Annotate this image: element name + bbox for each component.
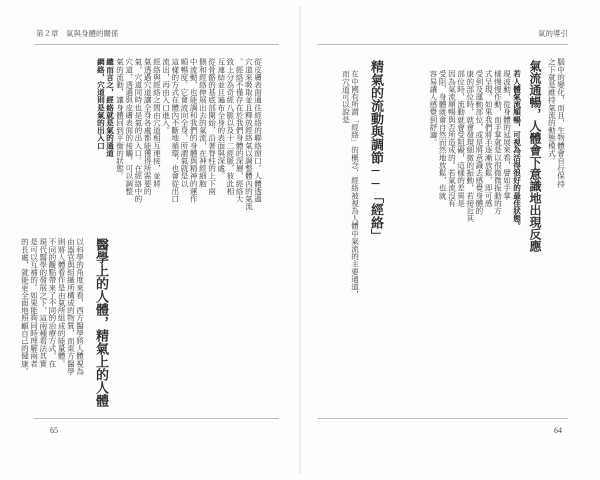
body-column: 因為氣流順暢與否所造成的。若氣流沒有: [447, 70, 457, 207]
left-header-rule: [34, 44, 279, 45]
body-column: 互連結並且遍布全身的表面與深處。: [216, 58, 226, 180]
right-heading-2-sub-close: 」: [368, 229, 383, 242]
right-heading-2-dash: ──: [368, 164, 383, 190]
body-column: 而穴道可以說是: [341, 70, 351, 124]
body-column: 氣透過穴道讓全身各處都能獲得所需要的: [143, 58, 153, 195]
body-column: 穴道，透過與皮膚表面的接觸，可以調整: [124, 58, 134, 195]
body-column: 順暢度。它會流向全身，所謂氣就是以: [179, 58, 189, 188]
body-column: 從皮膚表面通往經絡的聯絡窗口。人體透過: [253, 58, 263, 203]
body-column: 氣的流動，讓身體回到平衡的狀態。: [115, 58, 125, 180]
right-heading-2-sub-text: 經絡: [368, 203, 383, 229]
body-column: 的長處，就能更全面地照顧自己的健康。: [20, 238, 30, 375]
bold-column: 網絡，穴道則是氣的出入口: [96, 58, 106, 150]
body-column: 受阻，身體就會自然而然地放鬆，也就: [438, 70, 448, 200]
right-heading-2-sub: 「: [368, 190, 383, 203]
body-column: 以科學的角度來看，西方醫學將人體視為: [75, 238, 85, 375]
body-column: 致上分為奇經八脈以及十二經脈，彼此相: [225, 58, 235, 195]
right-page-number: 64: [554, 426, 562, 435]
body-column: 式呈現。如果我們將手逐漸放鬆，即可感: [484, 70, 494, 207]
body-column: 流出，再由入口進入。: [161, 58, 171, 134]
body-column: 這樣的方式在體內不斷地循環，也會從出口: [170, 58, 180, 203]
left-running-head: 第２章 氣與身體的關係: [36, 29, 119, 38]
body-column: 在中國有所謂「經絡」的概念，經絡被視為人體中氣流的主要通道，: [350, 70, 360, 298]
body-column: 穴道來吸取並且釋放經絡氣以調整體內的氣流: [244, 58, 254, 210]
right-heading-2-main: 精氣的流動與調節: [368, 60, 383, 164]
body-column: 經絡與經絡之間由穴道相互連接，並將: [152, 58, 162, 188]
body-column: 容易讓人感覺到舒適。: [428, 70, 438, 146]
body-column: 側和經絡伸展出去的氣流，在神經細胞: [198, 58, 208, 188]
body-column: 現波動，從身體的延展來看，譬如手掌: [502, 70, 512, 200]
body-column: 。經絡不僅存在於我們身體的深層，經絡大: [235, 58, 245, 203]
left-footer-rule: [34, 418, 279, 419]
body-column: 康的部位時，就會發現細微的振動，若接近其: [465, 70, 475, 222]
body-column: 則將人體看作是由氣所組成的能量體。: [57, 238, 67, 368]
body-column: 之下就是維持氣流的動態模式。: [547, 58, 557, 165]
body-column: 部位時，流動就會受阻礙，這樣的差異是: [456, 70, 466, 207]
right-header-rule: [317, 44, 568, 45]
bold-column: 若人體氣流順暢，可視為活得很好的最佳狀態。: [512, 70, 522, 230]
right-heading-1: 氣流通暢，人體會下意識地出現反應: [528, 60, 542, 252]
body-column: 受到及運動部位，或是將意識去感覺身體的: [474, 70, 484, 215]
body-column: 中流動，也能調和我們的身體與精神的運作: [189, 58, 199, 203]
body-column: 由器官與組織所構成的物質，而東方醫學: [66, 238, 76, 375]
book-spread: [6, 6, 594, 474]
right-footer-rule: [317, 418, 568, 419]
right-running-head: 氣的導引: [538, 29, 568, 38]
body-column: 不同的觀點帶來了不同的治療方式，在: [47, 238, 57, 368]
left-section-heading: 醫學上的人體，精氣上的人體: [93, 238, 108, 407]
left-page-number: 65: [50, 426, 58, 435]
body-column: 腦中的變化，而且，生物體會自行保持: [556, 58, 566, 188]
body-column: 現代醫學的發展之下，這兩種看法其實: [38, 238, 48, 368]
body-column: 氣，穴道同時也是氣的出入口。在經絡中的: [133, 58, 143, 203]
body-column: 樣慢慢作動，而手掌就是以很微微振動的方: [493, 70, 503, 215]
body-column: 是可以互補的。如果能夠同時理解兩者: [29, 238, 39, 368]
body-column: 從骨骼的基底部開始，沿著脊柱的上下兩: [207, 58, 217, 195]
left-page: [6, 6, 299, 474]
bold-column: 總而言之，經絡就是氣的通道: [105, 58, 115, 157]
right-heading-2: [369, 60, 382, 242]
right-page: [301, 6, 594, 474]
